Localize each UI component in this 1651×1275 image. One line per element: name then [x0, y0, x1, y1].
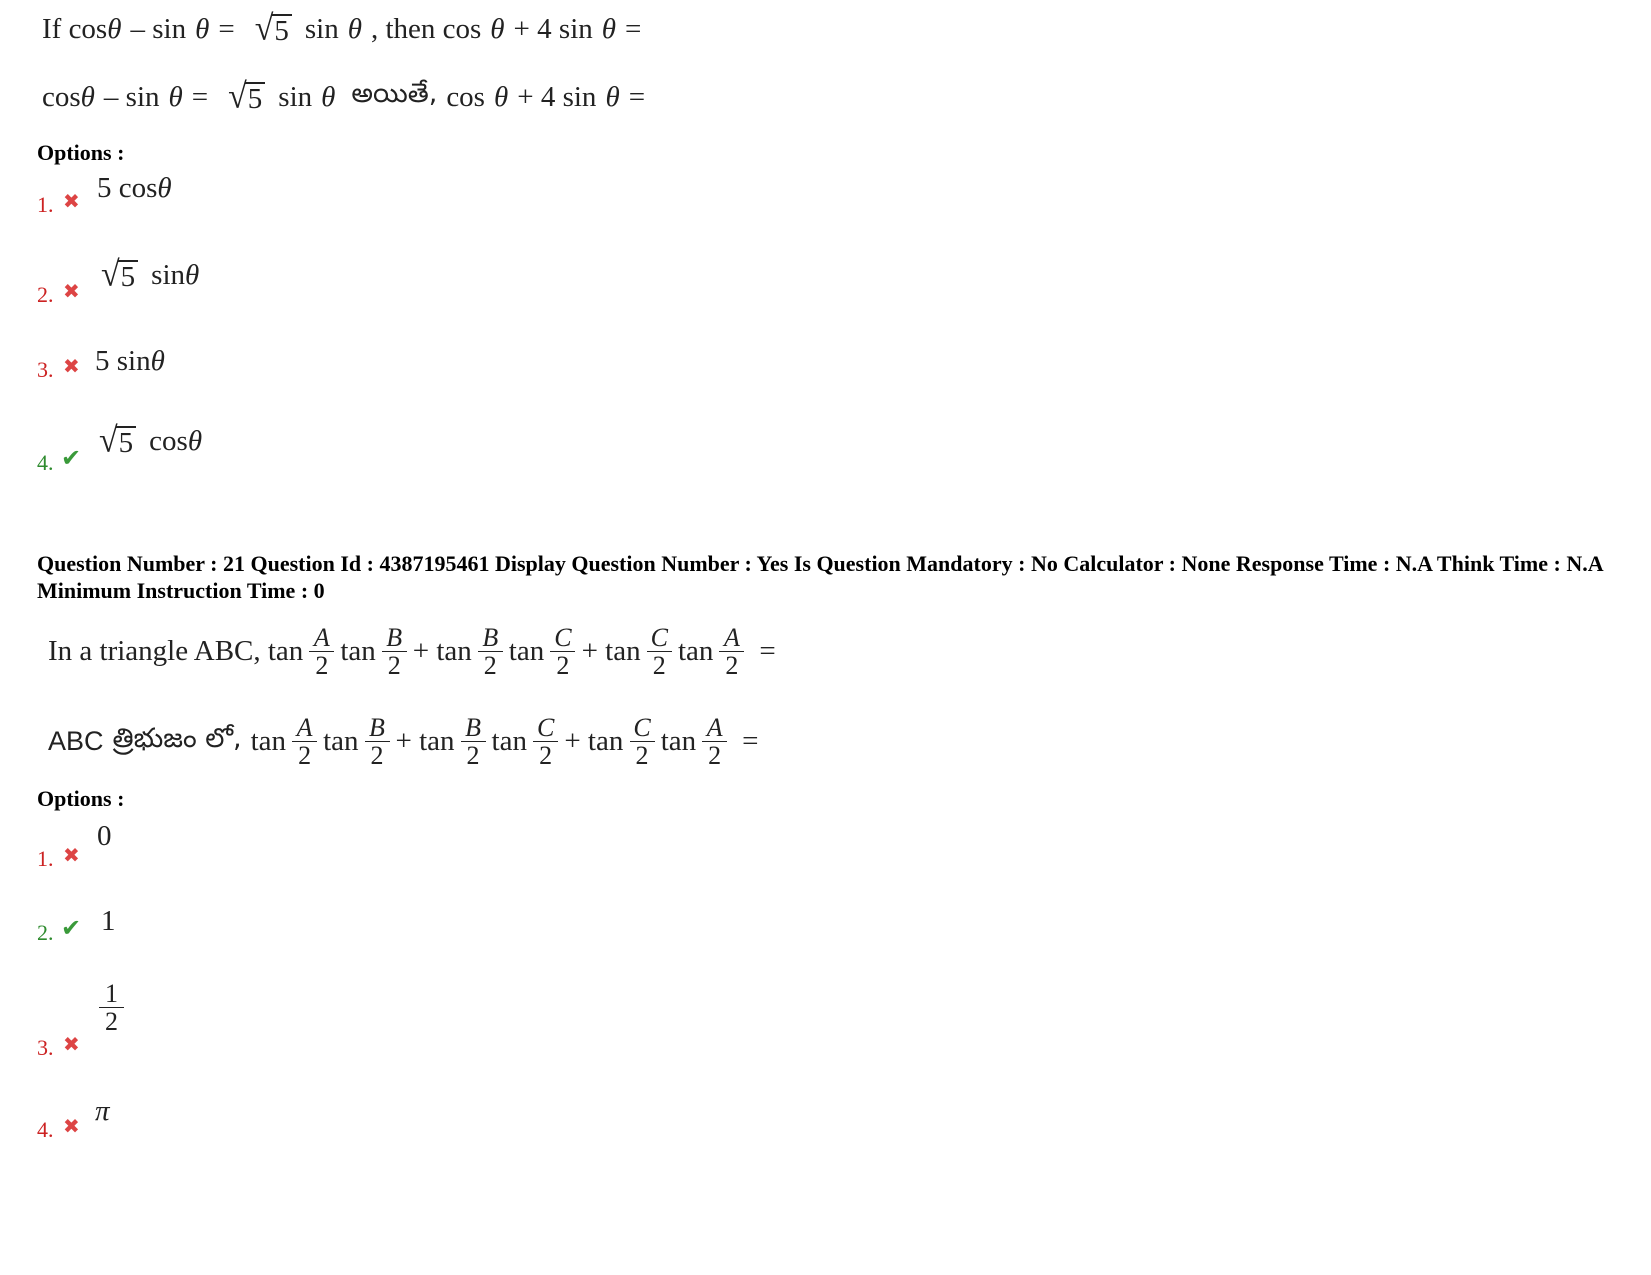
fraction: $\frac{A}{2}$ [292, 714, 317, 770]
cross-icon: ✖ [63, 1032, 80, 1056]
q21-option-3[interactable] [37, 980, 637, 1065]
option-text: 5 cos θ [97, 172, 172, 204]
telugu-word-tribhujam: త్రిభుజం లో, [112, 722, 242, 754]
option-text: √ 5 sin θ [101, 255, 200, 294]
q21-meta-info: Question Number : 21 Question Id : 4387195461 Display Question Number : Yes Is Question Mandatory : No Calculator : None Response Time : N.A Think Time : N.A Minimum Instruction Time : 0 [37, 551, 1603, 603]
q21-english-statement: In a triangle ABC, tan $\frac{A}{2}$ tan $\frac{B}{2}$ + tan $\frac{B}{2}$ tan $\frac{C}{2}$ + tan $\frac{C}{2}$ tan $\frac{A}{2}$ = [48, 623, 776, 681]
q20-options-label: Options : [37, 140, 125, 165]
fraction: $\frac{A}{2}$ [702, 714, 727, 770]
q20-option-3[interactable] [37, 345, 637, 390]
cross-icon: ✖ [63, 843, 80, 867]
option-number: 2. [37, 920, 54, 945]
option-number: 2. [37, 282, 54, 307]
q21-options-label: Options : [37, 786, 125, 811]
q21-option-2[interactable] [37, 905, 637, 950]
option-number: 3. [37, 357, 54, 382]
fraction: $\frac{B}{2}$ [382, 624, 407, 680]
checkmark-icon: ✔ [61, 914, 82, 942]
option-number: 4. [37, 1117, 54, 1142]
q20-option-1[interactable] [37, 172, 637, 222]
sqrt-5: √ 5 [255, 12, 292, 46]
fraction: $\frac{C}{2}$ [629, 714, 654, 770]
q20-option-4[interactable] [37, 422, 637, 477]
q21-option-4[interactable] [37, 1095, 637, 1145]
option-text [93, 980, 130, 1036]
fraction: $\frac{B}{2}$ [478, 624, 503, 680]
cross-icon: ✖ [63, 189, 80, 213]
fraction: $\frac{B}{2}$ [365, 714, 390, 770]
option-text: π [95, 1095, 110, 1127]
sqrt-5: √ 5 [99, 424, 136, 458]
option-text: 5 sin θ [95, 345, 165, 377]
q20-english-statement: If cos θ – sin θ = √ 5 sin θ , then cos θ + 4 sin θ = [42, 9, 642, 48]
fraction: $\frac{C}{2}$ [533, 714, 558, 770]
option-number: 1. [37, 192, 54, 217]
fraction: $\frac{A}{2}$ [719, 624, 744, 680]
q20-option-2[interactable] [37, 256, 637, 311]
fraction: $\frac{A}{2}$ [309, 624, 334, 680]
cross-icon: ✖ [63, 279, 80, 303]
telugu-word-ayithe: అయితే, [351, 78, 438, 109]
sqrt-5: √ 5 [101, 258, 138, 292]
option-text: 1 [101, 905, 116, 937]
fraction: $\frac{1}{2}$ [99, 980, 124, 1036]
option-number: 1. [37, 846, 54, 871]
option-text: 0 [97, 820, 112, 852]
q20-telugu-statement: cos θ – sin θ = √ 5 sin θ అయితే, cos θ + 4 sin θ = [42, 77, 646, 116]
option-number: 3. [37, 1035, 54, 1060]
option-number: 4. [37, 450, 54, 475]
cross-icon: ✖ [63, 354, 80, 378]
fraction: $\frac{C}{2}$ [647, 624, 672, 680]
checkmark-icon: ✔ [61, 444, 82, 472]
option-text: √ 5 cos θ [99, 421, 203, 460]
fraction: $\frac{B}{2}$ [461, 714, 486, 770]
cross-icon: ✖ [63, 1114, 80, 1138]
q20-if-cos: If cos [42, 12, 108, 45]
fraction: $\frac{C}{2}$ [550, 624, 575, 680]
q21-telugu-statement: ABC త్రిభుజం లో, tan $\frac{A}{2}$ tan $\frac{B}{2}$ + tan $\frac{B}{2}$ tan $\frac{C}{2}$ + tan $\frac{C}{2}$ tan $\frac{A}{2}$ = [48, 713, 759, 771]
sqrt-5: √ 5 [228, 80, 265, 114]
q21-option-1[interactable] [37, 820, 637, 875]
